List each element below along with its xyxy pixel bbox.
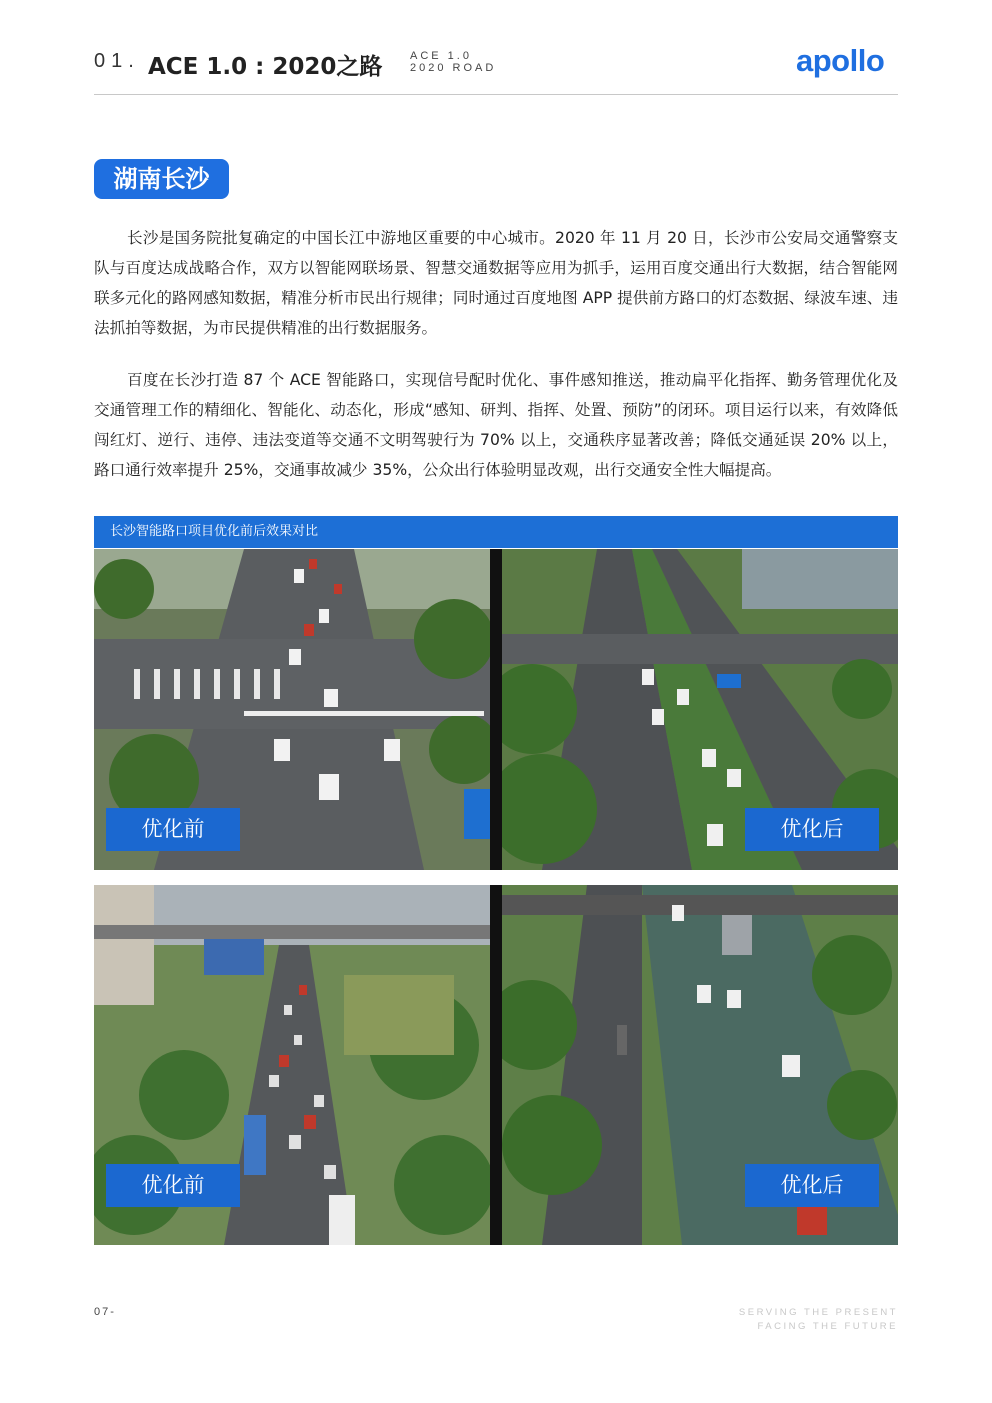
footer-tagline-line1: SERVING THE PRESENT [738,1307,898,1318]
apollo-logo [796,44,898,78]
label-before-1: 优化前 [106,808,240,851]
logo-text: apollo [796,44,885,78]
figure-caption: 长沙智能路口项目优化前后效果对比 [94,516,898,548]
section-tag: 湖南长沙 [94,159,229,199]
chapter-title: ACE 1.0 : 2020之路 [148,54,383,80]
chapter-subtitle [410,50,496,74]
page-header [94,38,898,95]
photo-divider-bottom [490,885,502,1245]
label-before-2: 优化前 [106,1164,240,1207]
footer-tagline [739,1306,898,1334]
body-paragraph-2: 百度在长沙打造 87 个 ACE 智能路口，实现信号配时优化、事件感知推送，推动扁平化指挥、勤务管理优化及交通管理工作的精细化、智能化、动态化，形成“感知、研判、指挥、处置、预防”的闭环。项目运行以来，有效降低闯红灯、逆行、违停、违法变道等交通不文明驾驶行为 70% 以上，交通秩序显著改善；降低交通延误 20% 以上，路口通行效率提升 25%，交通事故减少 35%，公众出行体验明显改观，出行交通安全性大幅提高。 [94,371,898,479]
chapter-number: 01. [94,50,140,72]
label-after-2: 优化后 [745,1164,879,1207]
page-number: 07- [94,1306,116,1318]
footer-tagline-line2: FACING THE FUTURE [757,1321,898,1332]
chapter-subtitle-line1: ACE 1.0 [410,50,472,62]
chapter-subtitle-line2: 2020 ROAD [410,62,497,74]
photo-divider-top [490,549,502,870]
body-paragraph-1: 长沙是国务院批复确定的中国长江中游地区重要的中心城市。2020 年 11 月 20 日，长沙市公安局交通警察支队与百度达成战略合作，双方以智能网联场景、智慧交通数据等应用为抓手，运用百度交通出行大数据，结合智能网联多元化的路网感知数据，精准分析市民出行规律；同时通过百度地图 APP 提供前方路口的灯态数据、绿波车速、违法抓拍等数据，为市民提供精准的出行数据服务。 [94,229,898,337]
label-after-1: 优化后 [745,808,879,851]
